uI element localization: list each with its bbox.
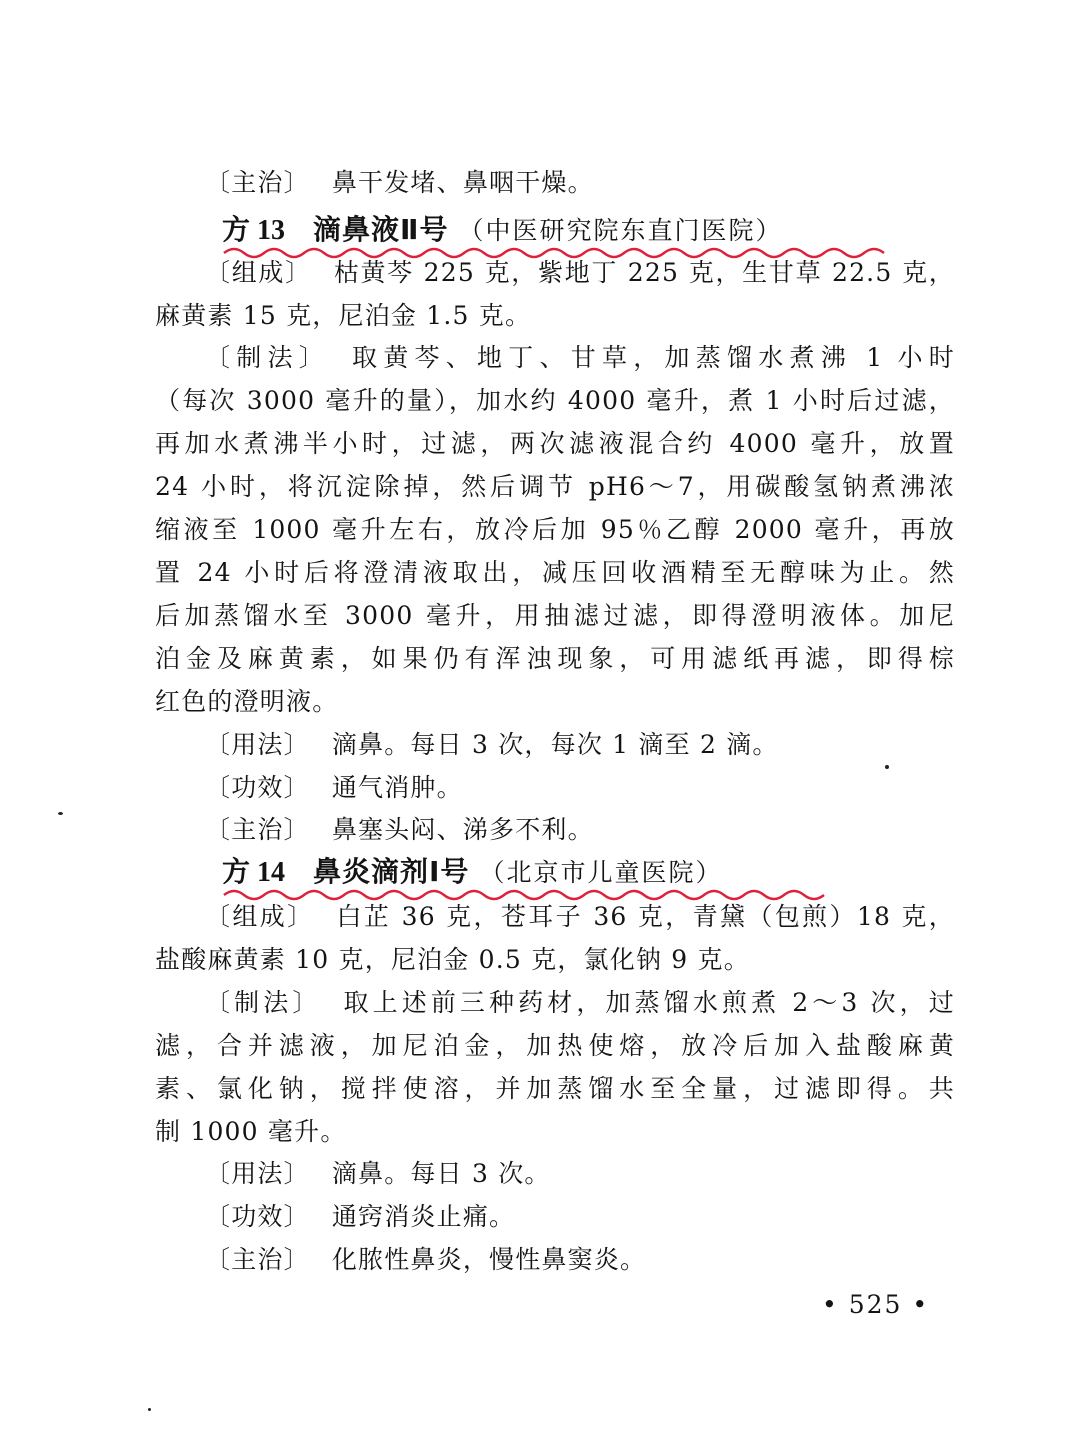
composition-text: 白芷 36 克，苍耳子 36 克，青黛（包煎）18 克， xyxy=(336,902,955,931)
effect-text: 通气消肿。 xyxy=(331,773,463,802)
composition-line-2: 麻黄素 15 克，尼泊金 1.5 克。 xyxy=(155,301,532,330)
indication-label: 〔主治〕 xyxy=(205,168,310,197)
indication-entry xyxy=(205,813,955,847)
indication-text: 鼻干发堵、鼻咽干燥。 xyxy=(331,168,594,197)
method-line-7: 后加蒸馏水至 3000 毫升，用抽滤过滤，即得澄明液体。加尼 xyxy=(155,601,955,630)
indication-text: 鼻塞头闷、涕多不利。 xyxy=(331,815,594,844)
method-line-8: 泊金及麻黄素，如果仍有浑浊现象，可用滤纸再滤，即得棕 xyxy=(155,644,955,673)
indication-label: 〔主治〕 xyxy=(205,815,310,844)
method-line-6: 置 24 小时后将澄清液取出，减压回收酒精至无醇味为止。然 xyxy=(155,558,955,587)
method-line-1 xyxy=(205,986,955,1020)
method-line-4: 24 小时，将沉淀除掉，然后调节 pH6～7，用碳酸氢钠煮沸浓 xyxy=(155,472,955,501)
method-label: 〔制法〕 xyxy=(205,343,331,372)
usage-entry xyxy=(205,728,955,762)
page-number: • 525 • xyxy=(822,1290,930,1319)
composition-text: 枯黄芩 225 克，紫地丁 225 克，生甘草 22.5 克， xyxy=(333,258,955,287)
method-line-1 xyxy=(205,341,955,375)
recipe-name: 鼻炎滴剂Ⅰ号 xyxy=(313,855,470,888)
scan-speck xyxy=(885,765,889,769)
recipe-number: 方 13 xyxy=(222,215,286,246)
method-line-2: 滤，合并滤液，加尼泊金，加热使熔，放冷后加入盐酸麻黄 xyxy=(155,1031,955,1060)
indication-entry xyxy=(205,1243,955,1277)
scan-speck xyxy=(58,812,63,815)
effect-entry xyxy=(205,771,955,805)
effect-entry xyxy=(205,1200,955,1234)
composition-label: 〔组成〕 xyxy=(205,902,315,931)
recipe-13-heading xyxy=(222,210,782,251)
effect-text: 通窍消炎止痛。 xyxy=(331,1202,516,1231)
composition-line-2: 盐酸麻黄素 10 克，尼泊金 0.5 克，氯化钠 9 克。 xyxy=(155,945,750,974)
usage-label: 〔用法〕 xyxy=(205,1159,310,1188)
method-line-4: 制 1000 毫升。 xyxy=(155,1117,347,1146)
method-label: 〔制法〕 xyxy=(205,988,322,1017)
usage-label: 〔用法〕 xyxy=(205,730,310,759)
usage-text: 滴鼻。每日 3 次。 xyxy=(331,1159,551,1188)
method-line-3: 素、氯化钠，搅拌使溶，并加蒸馏水至全量，过滤即得。共 xyxy=(155,1074,955,1103)
indication-entry-prev xyxy=(205,166,955,200)
method-line-5: 缩液至 1000 毫升左右，放冷后加 95％乙醇 2000 毫升，再放 xyxy=(155,515,955,544)
scan-speck xyxy=(148,1408,151,1411)
recipe-14-heading xyxy=(222,852,722,893)
composition-line-1 xyxy=(205,900,955,934)
usage-entry xyxy=(205,1157,955,1191)
usage-text: 滴鼻。每日 3 次，每次 1 滴至 2 滴。 xyxy=(331,730,779,759)
method-text: 取上述前三种药材，加蒸馏水煎煮 2～3 次，过 xyxy=(343,988,955,1017)
composition-label: 〔组成〕 xyxy=(205,258,312,287)
method-line-9: 红色的澄明液。 xyxy=(155,687,339,716)
indication-text: 化脓性鼻炎，慢性鼻窦炎。 xyxy=(331,1245,647,1274)
recipe-source: （北京市儿童医院） xyxy=(479,858,723,887)
composition-line-1 xyxy=(205,256,955,290)
recipe-source: （中医研究院东直门医院） xyxy=(458,216,783,245)
method-line-3: 再加水煮沸半小时，过滤，两次滤液混合约 4000 毫升，放置 xyxy=(155,429,955,458)
effect-label: 〔功效〕 xyxy=(205,773,310,802)
recipe-number: 方 14 xyxy=(222,857,286,888)
indication-label: 〔主治〕 xyxy=(205,1245,310,1274)
recipe-name: 滴鼻液Ⅱ号 xyxy=(313,213,449,246)
method-line-2: （每次 3000 毫升的量），加水约 4000 毫升，煮 1 小时后过滤， xyxy=(155,386,955,415)
method-text: 取黄芩、地丁、甘草，加蒸馏水煮沸 1 小时 xyxy=(352,343,955,372)
effect-label: 〔功效〕 xyxy=(205,1202,310,1231)
